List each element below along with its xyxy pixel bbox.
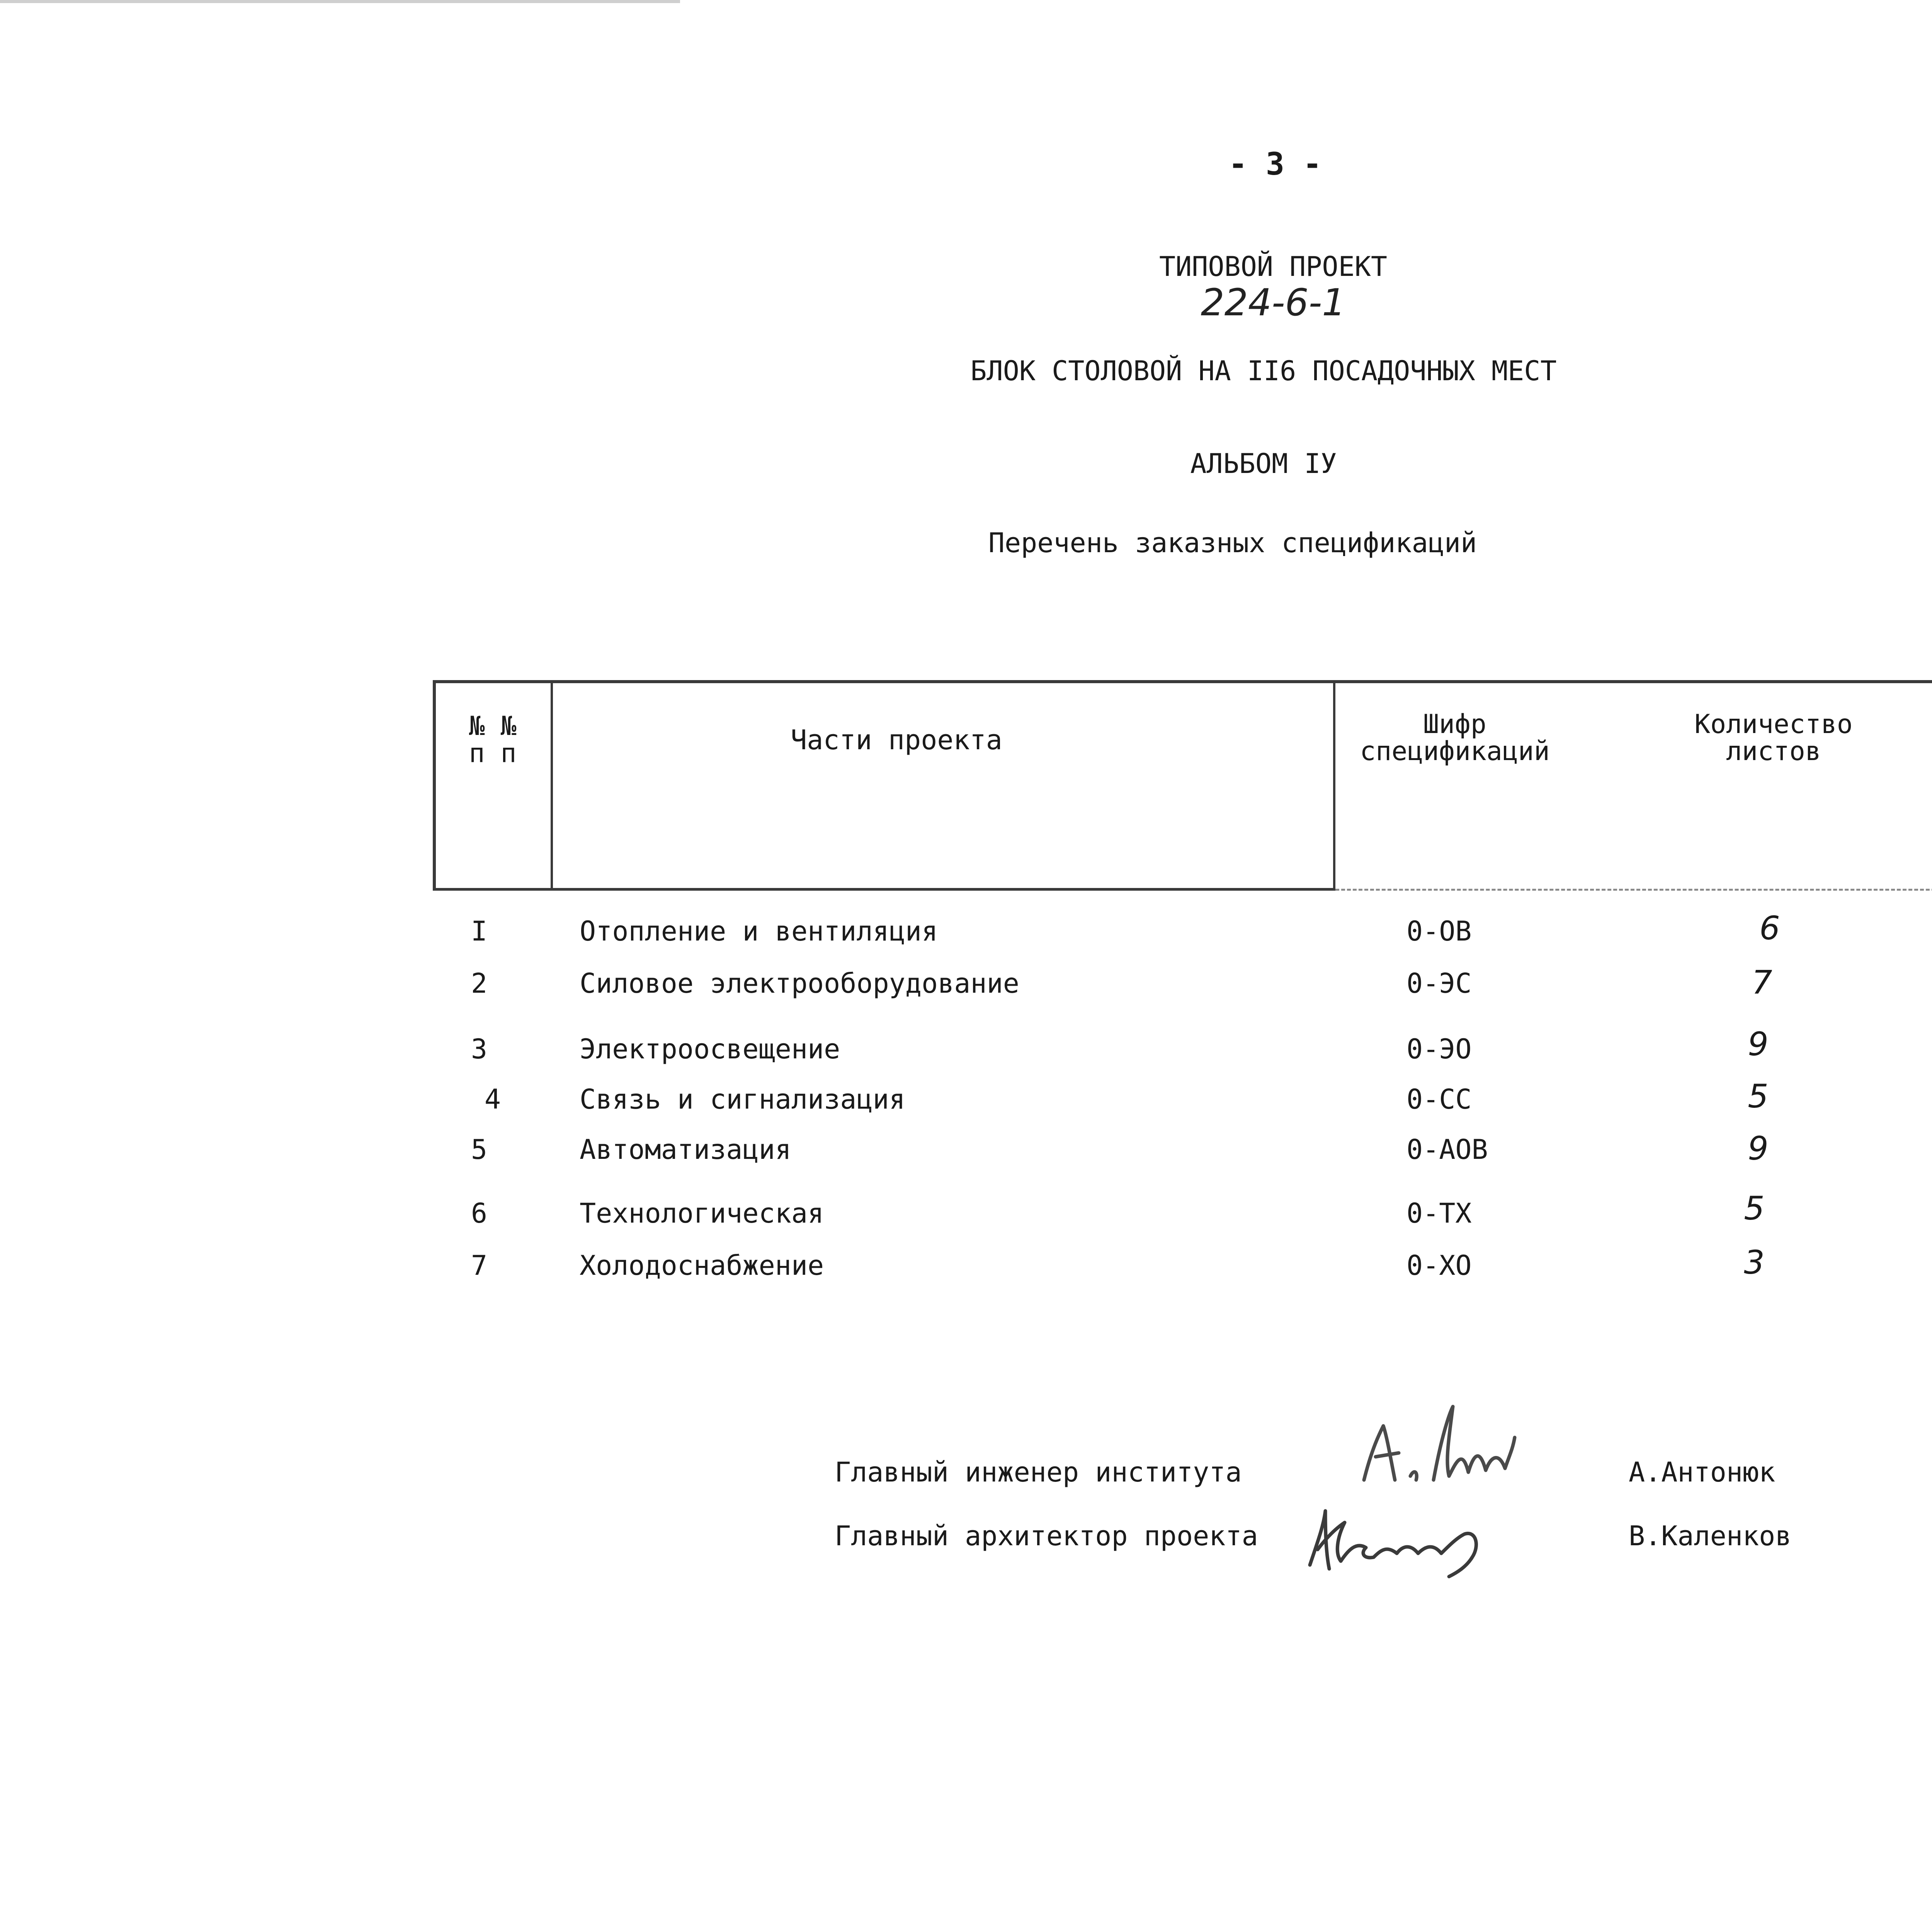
row-no: 4 bbox=[484, 1084, 501, 1115]
album-label: АЛЬБОМ IУ bbox=[1190, 448, 1337, 480]
signature-name-architect: В.Каленков bbox=[1629, 1520, 1792, 1552]
row-name: Холодоснабжение bbox=[580, 1250, 824, 1281]
project-number: 224-6-1 bbox=[1201, 281, 1346, 324]
project-title: БЛОК СТОЛОВОЙ НА II6 ПОСАДОЧНЫХ МЕСТ bbox=[970, 355, 1557, 387]
table-header-bottom-faint bbox=[1335, 889, 1932, 891]
row-code: 0-ЭС bbox=[1406, 968, 1472, 999]
row-name: Связь и сигнализация bbox=[580, 1084, 905, 1115]
project-label: ТИПОВОЙ ПРОЕКТ bbox=[1159, 251, 1388, 282]
row-sheets: 6 bbox=[1759, 909, 1780, 947]
row-no: 2 bbox=[471, 968, 488, 999]
row-sheets: 9 bbox=[1748, 1025, 1769, 1063]
row-name: Технологическая bbox=[580, 1197, 824, 1229]
row-name: Силовое электрооборудование bbox=[580, 968, 1019, 999]
page-number: - 3 - bbox=[1228, 146, 1322, 182]
row-sheets: 5 bbox=[1748, 1077, 1769, 1115]
scan-edge-top bbox=[0, 0, 680, 3]
header-name: Части проекта bbox=[791, 724, 1002, 756]
table-header-bottom bbox=[433, 888, 1335, 891]
table-divider-no bbox=[551, 680, 553, 891]
row-no: 7 bbox=[471, 1250, 488, 1281]
table-border-left bbox=[433, 680, 436, 891]
row-code: 0-ЭО bbox=[1406, 1033, 1472, 1065]
signature-role-architect: Главный архитектор проекта bbox=[835, 1520, 1258, 1552]
header-code: Шифр спецификаций bbox=[1360, 709, 1550, 767]
header-sheets: Количество листов bbox=[1694, 709, 1853, 767]
row-no: I bbox=[471, 915, 488, 947]
row-name: Отопление и вентиляция bbox=[580, 915, 938, 947]
row-name: Автоматизация bbox=[580, 1134, 791, 1165]
row-code: 0-ТХ bbox=[1406, 1197, 1472, 1229]
signature-role-engineer: Главный инженер института bbox=[835, 1456, 1242, 1488]
row-no: 6 bbox=[471, 1197, 488, 1229]
row-code: 0-СС bbox=[1406, 1084, 1472, 1115]
row-code: 0-ХО bbox=[1406, 1250, 1472, 1281]
row-code: 0-ОВ bbox=[1406, 915, 1472, 947]
table-divider-name bbox=[1333, 680, 1335, 891]
row-code: 0-АОВ bbox=[1406, 1134, 1488, 1165]
row-no: 5 bbox=[471, 1134, 488, 1165]
list-title: Перечень заказных спецификаций bbox=[988, 527, 1477, 559]
signature-name-engineer: А.Антонюк bbox=[1629, 1456, 1776, 1488]
row-no: 3 bbox=[471, 1033, 488, 1065]
row-sheets: 5 bbox=[1744, 1189, 1765, 1227]
row-name: Электроосвещение bbox=[580, 1033, 840, 1065]
row-sheets: 7 bbox=[1752, 963, 1772, 1001]
row-sheets: 3 bbox=[1744, 1243, 1765, 1281]
header-no: № № п п bbox=[469, 711, 517, 769]
row-sheets: 9 bbox=[1748, 1129, 1769, 1167]
